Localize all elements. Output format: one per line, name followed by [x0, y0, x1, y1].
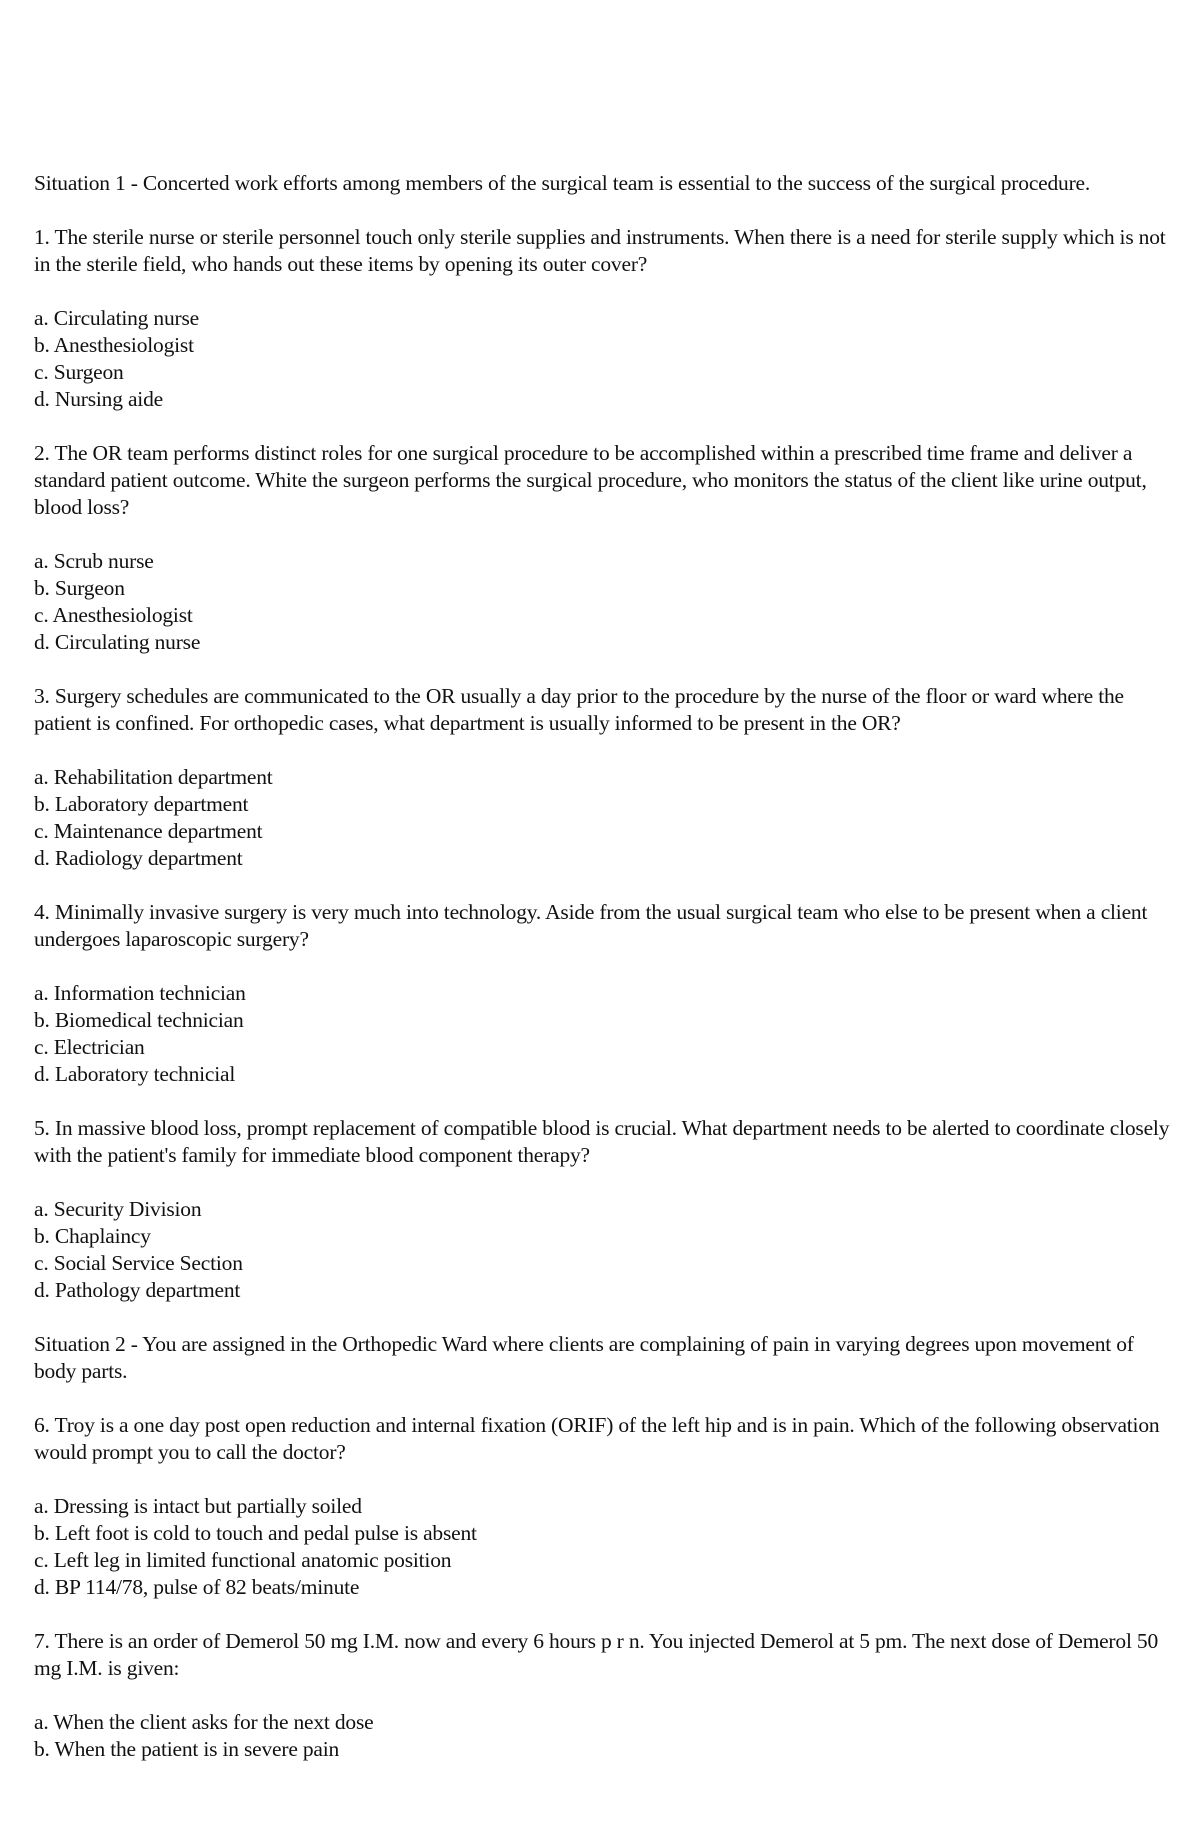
- choice-item: c. Anesthesiologist: [34, 603, 193, 627]
- question-6: 6. Troy is a one day post open reduction and internal fixation (ORIF) of the left hip and is in pain. Which of the following observation would prompt you to call the doctor?: [34, 1413, 1160, 1464]
- choice-item: d. BP 114/78, pulse of 82 beats/minute: [34, 1575, 360, 1599]
- question-6-choices: [34, 1493, 1174, 1601]
- choice-item: c. Electrician: [34, 1035, 145, 1059]
- question-5-choices: [34, 1196, 1174, 1304]
- question-4-choices: [34, 980, 1174, 1088]
- choice-item: d. Laboratory technicial: [34, 1062, 236, 1086]
- choice-item: b. When the patient is in severe pain: [34, 1737, 340, 1761]
- situation-1-intro: Situation 1 - Concerted work efforts among members of the surgical team is essential to the success of the surgical procedure.: [34, 171, 1091, 195]
- choice-item: a. Security Division: [34, 1197, 202, 1221]
- choice-item: b. Laboratory department: [34, 792, 249, 816]
- choice-item: d. Circulating nurse: [34, 630, 201, 654]
- choice-item: a. When the client asks for the next dose: [34, 1710, 374, 1734]
- question-3: 3. Surgery schedules are communicated to the OR usually a day prior to the procedure by the nurse of the floor or ward where the patient is confined. For orthopedic cases, what department is usually informed to be present in the OR?: [34, 684, 1124, 735]
- question-2: 2. The OR team performs distinct roles for one surgical procedure to be accomplished within a prescribed time frame and deliver a standard patient outcome. White the surgeon performs the surgical procedure, who monitors the status of the client like urine output, blood loss?: [34, 441, 1147, 519]
- choice-item: b. Left foot is cold to touch and pedal pulse is absent: [34, 1521, 477, 1545]
- choice-item: b. Anesthesiologist: [34, 333, 194, 357]
- choice-item: d. Nursing aide: [34, 387, 163, 411]
- choice-item: b. Chaplaincy: [34, 1224, 151, 1248]
- question-1: 1. The sterile nurse or sterile personnel touch only sterile supplies and instruments. When there is a need for sterile supply which is not in the sterile field, who hands out these items by opening its outer cover?: [34, 225, 1166, 276]
- choice-item: a. Dressing is intact but partially soiled: [34, 1494, 362, 1518]
- question-1-choices: [34, 305, 1174, 413]
- question-4: 4. Minimally invasive surgery is very much into technology. Aside from the usual surgical team who else to be present when a client undergoes laparoscopic surgery?: [34, 900, 1148, 951]
- question-3-choices: [34, 764, 1174, 872]
- choice-item: b. Surgeon: [34, 576, 125, 600]
- choice-item: c. Left leg in limited functional anatomic position: [34, 1548, 452, 1572]
- choice-item: d. Radiology department: [34, 846, 243, 870]
- choice-item: a. Rehabilitation department: [34, 765, 273, 789]
- choice-item: c. Maintenance department: [34, 819, 263, 843]
- choice-item: c. Surgeon: [34, 360, 124, 384]
- choice-item: b. Biomedical technician: [34, 1008, 244, 1032]
- document-page: [34, 170, 1174, 1763]
- choice-item: a. Information technician: [34, 981, 246, 1005]
- situation-2-intro: Situation 2 - You are assigned in the Orthopedic Ward where clients are complaining of pain in varying degrees upon movement of body parts.: [34, 1332, 1134, 1383]
- question-7-choices: [34, 1709, 1174, 1763]
- choice-item: c. Social Service Section: [34, 1251, 243, 1275]
- choice-item: a. Scrub nurse: [34, 549, 154, 573]
- question-2-choices: [34, 548, 1174, 656]
- choice-item: d. Pathology department: [34, 1278, 241, 1302]
- choice-item: a. Circulating nurse: [34, 306, 199, 330]
- question-7: 7. There is an order of Demerol 50 mg I.M. now and every 6 hours p r n. You injected Demerol at 5 pm. The next dose of Demerol 50 mg I.M. is given:: [34, 1629, 1158, 1680]
- question-5: 5. In massive blood loss, prompt replacement of compatible blood is crucial. What department needs to be alerted to coordinate closely with the patient's family for immediate blood component therapy?: [34, 1116, 1170, 1167]
